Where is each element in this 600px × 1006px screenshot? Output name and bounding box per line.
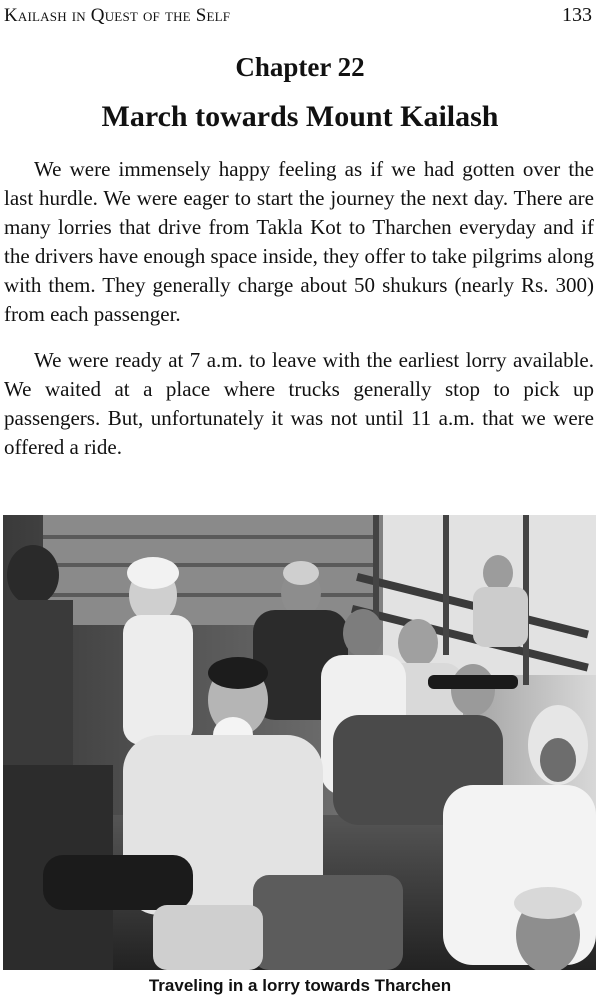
paragraph-2: We were ready at 7 a.m. to leave with the earliest lorry available. We waited at a place where trucks generally stop to pick up passengers. But, unfortunately it was not until 11 a.m. that we were offered a ride.: [4, 348, 594, 459]
running-header: [4, 4, 592, 28]
page-number: 133: [562, 4, 592, 26]
figure-caption: Traveling in a lorry towards Tharchen: [148, 976, 452, 995]
running-title: Kailash in Quest of the Self: [4, 5, 231, 26]
chapter-number: Chapter 22: [235, 52, 365, 82]
photo-pilgrims-in-lorry: [3, 515, 596, 970]
chapter-title: March towards Mount Kailash: [101, 100, 499, 133]
paragraph-1: We were immensely happy feeling as if we had gotten over the last hurdle. We were eager to start the journey the next day. There are many lorries that drive from Takla Kot to Tharchen everyday and if the drivers have enough space inside, they offer to take pilgrims along with them. They generally charge about 50 shukurs (nearly Rs. 300) from each passenger.: [4, 157, 594, 326]
